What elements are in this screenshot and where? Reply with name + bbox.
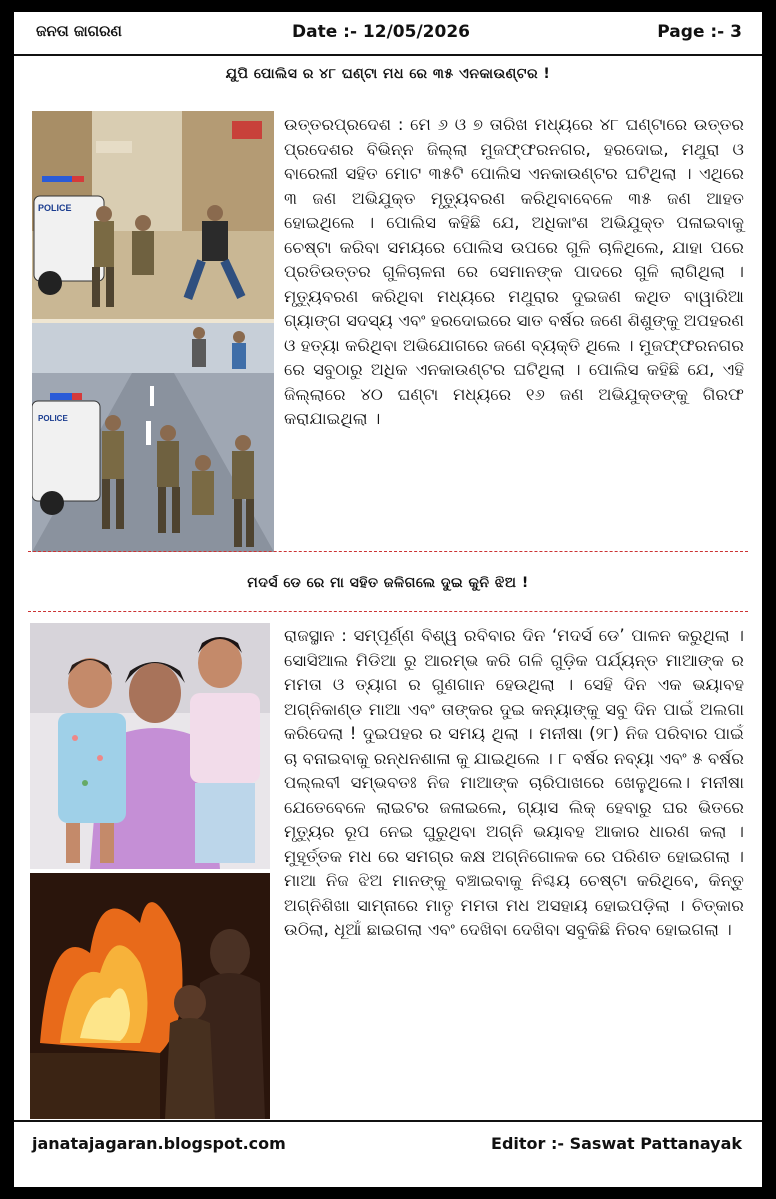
page-number: Page :- 3 [657, 22, 742, 42]
article-2-body: ରାଜସ୍ଥାନ : ସମ୍ପୂର୍ଣ୍ଣ ବିଶ୍ୱ ରବିବାର ଦିନ ‘ମଦର୍ସ ଡେ’ ପାଳନ କରୁଥିଲା । ସୋସିଆଲ ମିଡିଆ ରୁ ଆରମ୍ଭ କରି ଗଳି ଗୁଡ଼ିକ ପର୍ଯ୍ୟନ୍ତ ମାଆଙ୍କ ର ମମତା ଓ ତ୍ୟାଗ ର ଗୁଣଗାନ ହେଉଥିଲା । ସେହି ଦିନ ଏକ ଭୟାବହ ଅଗ୍ନିକାଣ୍ଡ ମାଆ ଏବଂ ତାଙ୍କର ଦୁଇ କନ୍ୟାଙ୍କୁ ସବୁ ଦିନ ପାଇଁ ଅଲଗା କରିଦେଲା ! ଦୁଇପହର ର ସମୟ ଥିଲା । ମନୀଷା (୨୮) ନିଜ ପରିବାର ପାଇଁ ଚା ବନାଇବାକୁ ରନ୍ଧନଶାଳା କୁ ଯାଇଥିଲେ । ୮ ବର୍ଷର ନବ୍ୟା ଏବଂ ୫ ବର୍ଷର ପଲ୍ଲବୀ ସମ୍ଭବତଃ ନିଜ ମାଆଙ୍କ ଚାରିପାଖରେ ଖେଳୁଥିଲେ। ମନୀଷା ଯେତେବେଳେ ଲାଇଟର ଜଳାଇଲେ, ଗ୍ୟାସ ଲିକ୍ ହେବାରୁ ଘର ଭିତରେ ମୃତ୍ୟୁର ରୂପ ନେଇ ଘୁରୁଥିବା ଅଗ୍ନି ଭୟାବହ ଆକାର ଧାରଣ କଲା । ମୁହୂର୍ତ୍ତକ ମଧ ରେ ସମଗ୍ର କକ୍ଷ ଅଗ୍ନିଗୋଳକ ରେ ପରିଣତ ହୋଇଗଲା । ମାଆ ନିଜ ଝିଅ ମାନଙ୍କୁ ବଞ୍ଚାଇବାକୁ ନିଶ୍ଚୟ ଚେଷ୍ଟା କରିଥିବେ, କିନ୍ତୁ ଅଗ୍ନିଶିଖା ସାମ୍ନାରେ ମାତୃ ମମତା ମଧ ଅସହାୟ ହୋଇପଡ଼ିଲା । ଚିତ୍କାର ଉଠିଲା, ଧୂଆଁ ଛାଇଗଲା ଏବଂ ଦେଖିବା ଦେଖିବା ସବୁକିଛି ନିରବ ହୋଇଗଲା । [284, 626, 744, 939]
police-car-label-2: POLICE [38, 414, 68, 423]
footer-site-link[interactable]: janatajagaran.blogspot.com [32, 1134, 286, 1153]
header-rule [14, 54, 762, 56]
footer-rule [14, 1120, 762, 1122]
article-1-headline: ଯୁପି ପୋଲିସ ର ୪୮ ଘଣ୍ଟା ମଧ ରେ ୩୫ ଏନକାଉଣ୍ଟର ! [225, 66, 551, 82]
mother-daughters-photo-and-fire [30, 623, 270, 1119]
article-divider-1 [28, 551, 748, 552]
page-header [14, 12, 762, 56]
police-car-label-1: POLICE [38, 203, 72, 213]
article-divider-2 [28, 611, 748, 612]
article-2-headline: ମଦର୍ସ ଡେ ରେ ମା ସହିତ ଜଳିଗଲେ ଦୁଇ କୁନି ଝିଅ ! [247, 575, 529, 591]
article-1-body: ଉତ୍ତରପ୍ରଦେଶ : ମେ ୬ ଓ ୭ ତାରିଖ ମଧ୍ୟରେ ୪୮ ଘଣ୍ଟାରେ ଉତ୍ତର ପ୍ରଦେଶର ବିଭିନ୍ନ ଜିଲ୍ଲା ମୁଜଫ୍ଫରନଗର, ହରଦୋଇ, ମଥୁରା ଓ ବାରେଲୀ ସହିତ ମୋଟ ୩୫ଟି ପୋଲିସ ଏନକାଉଣ୍ଟର ଘଟିଥିଲା । ଏଥିରେ ୩ ଜଣ ଅଭିଯୁକ୍ତ ମୃତ୍ୟୁବରଣ କରିଥିବାବେଳେ ୩୫ ଜଣ ଆହତ ହୋଇଥିଲେ । ପୋଲିସ କହିଛି ଯେ, ଅଧିକାଂଶ ଅଭିଯୁକ୍ତ ପଳାଇବାକୁ ଚେଷ୍ଟା କରିବା ସମୟରେ ପୋଲିସ ଉପରେ ଗୁଳି ଚାଳିଥିଲେ, ଯାହା ପରେ ପ୍ରତିଉତ୍ତର ଗୁଳିଚାଳନା ରେ ସେମାନଙ୍କ ପାଦରେ ଗୁଳି ଲାଗିଥିଲା । ମୃତ୍ୟୁବରଣ କରିଥିବା ମଧ୍ୟରେ ମଥୁରାର ଦୁଇଜଣ କଥିତ ବାୱାରିଆ ଗ୍ୟାଙ୍ଗ ସଦସ୍ୟ ଏବଂ ହରଦୋଇରେ ସାତ ବର୍ଷର ଜଣେ ଶିଶୁଙ୍କୁ ଅପହରଣ ଓ ହତ୍ୟା କରିଥିବା ଅଭିଯୋଗରେ ଜଣେ ବ୍ୟକ୍ତି ଥିଲେ । ମୁଜଫ୍ଫରନଗର ରେ ସବୁଠାରୁ ଅଧିକ ଏନକାଉଣ୍ଟର ଘଟିଥିଲା । ପୋଲିସ କହିଛି ଯେ, ଏହି ଜିଲ୍ଲାରେ ୪୦ ଘଣ୍ଟା ମଧ୍ୟରେ ୧୬ ଜଣ ଅଭିଯୁକ୍ତଙ୍କୁ ଗିରଫ କରାଯାଇଥିଲା । [284, 115, 744, 428]
issue-date: Date :- 12/05/2026 [292, 22, 470, 42]
masthead-brand: ଜନତା ଜାଗରଣ [36, 22, 122, 40]
police-encounter-illustration [32, 111, 274, 552]
newspaper-page [14, 12, 762, 1187]
footer-editor: Editor :- Saswat Pattanayak [491, 1134, 742, 1153]
